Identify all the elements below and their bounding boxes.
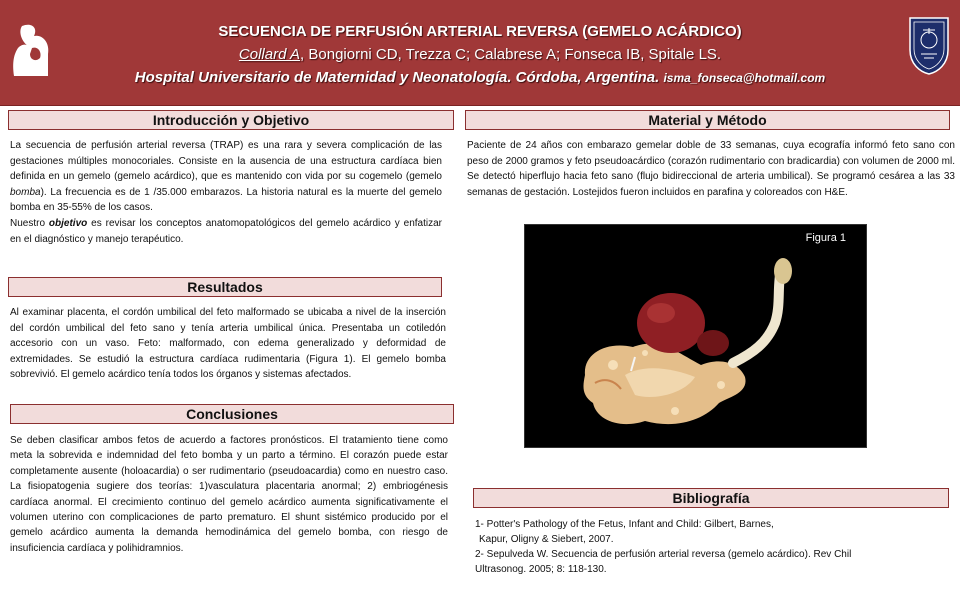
results-text: Al examinar placenta, el cordón umbilical del feto malformado se ubicaba a nivel de la inserción del cordón umbilical del feto sano y tenía arteria umbilical única. Presentaba un cotiledón accesorio con un vaso. Feto: malformado, con edema generalizado y deformidad de extremidades. Se estudió la estructura cardíaca rudimentaria (Figura 1). El gemelo bomba sobrevivió. El gemelo acárdico tenía todos los órganos y sistemas afectados. xyxy=(10,307,446,381)
methods-text: Paciente de 24 años con embarazo gemelar doble de 33 semanas, cuya ecografía informó feto sano con peso de 2000 gramos y feto pseudoacárdico (corazón rudimentario con bradicardia) con volumen de 2000 ml. Se detectó hiperflujo hacia feto sano (flujo bidireccional de arteria umbilical). Se programó cesárea a las 33 semanas de gestación. Lostejidos fueron incluidos en parafina y coloreados con H&E. xyxy=(467,140,955,198)
reference-2-line-1: 2- Sepulveda W. Secuencia de perfusión arterial reversa (gemelo acárdico). Rev Chil xyxy=(475,549,852,560)
institution-line xyxy=(60,69,900,86)
poster-title: SECUENCIA DE PERFUSIÓN ARTERIAL REVERSA (GEMELO ACÁRDICO) xyxy=(218,23,742,40)
intro-p2-b: es revisar los conceptos anatomopatológicos del gemelo acárdico y enfatizar en el diagnóstico y manejo terapéutico. xyxy=(10,217,442,245)
methods-heading: Material y Método xyxy=(465,110,950,130)
university-seal-icon xyxy=(906,14,952,76)
figure-label: Figura 1 xyxy=(805,232,846,244)
authors-line xyxy=(60,46,900,63)
maternity-logo-icon xyxy=(8,18,58,80)
reference-2-line-2: Ultrasonog. 2005; 8: 118-130. xyxy=(475,564,607,575)
bibliography-heading: Bibliografía xyxy=(473,488,949,508)
figure-1-photo xyxy=(524,224,867,448)
specimen-image xyxy=(525,225,867,448)
other-authors: , Bongiorni CD, Trezza C; Calabrese A; Fonseca IB, Spitale LS. xyxy=(300,46,722,63)
bibliography-list xyxy=(475,517,945,577)
intro-p2-a: Nuestro xyxy=(10,217,49,229)
intro-paragraph-1 xyxy=(10,138,442,216)
intro-p1-a: La secuencia de perfusión arterial reversa (TRAP) es una rara y severa complicación de las gestaciones múltiples monocoriales. Consiste en la ausencia de una estructura cardíaca bien definida en un gemelo (gemelo acárdico), que es mantenido con vida por su cogemelo (gemelo xyxy=(10,140,442,183)
conclusions-text: Se deben clasificar ambos fetos de acuerdo a factores pronósticos. El tratamiento tiene como meta la sobrevida e indemnidad del feto bomba y un parto a término. El corazón puede estar completamente ausente (holoacardia) o ser rudimentario (pseudoacardia) como en nuestro caso. La fisiopatogenia sugiere dos teorías: 1)vasculatura placentaria anormal; 2) embriogénesis cardíaca anormal. El crecimiento continuo del gemelo acárdico aumenta significativamente el volumen uterino con complicaciones de parto prematuro. El shunt sistémico producido por el gemelo acárdico aumenta la demanda hemodinámica del gemelo bomba, con riesgo de insuficiencia cardíaca y polihidramnios. xyxy=(10,435,448,554)
intro-text xyxy=(10,138,442,247)
results-heading: Resultados xyxy=(8,277,442,297)
intro-p1-em: bomba xyxy=(10,186,41,198)
contact-email: isma_fonseca@hotmail.com xyxy=(663,71,826,85)
reference-1-line-1: 1- Potter's Pathology of the Fetus, Infant and Child: Gilbert, Barnes, xyxy=(475,519,774,530)
institution: Hospital Universitario de Maternidad y Neonatología. Córdoba, Argentina. xyxy=(134,69,660,86)
intro-paragraph-2 xyxy=(10,216,442,247)
conclusions-heading: Conclusiones xyxy=(10,404,454,424)
header-banner xyxy=(0,0,960,106)
first-author: Collard A xyxy=(238,46,301,63)
reference-1-line-2: Kapur, Oligny & Siebert, 2007. xyxy=(479,534,614,545)
intro-heading: Introducción y Objetivo xyxy=(8,110,454,130)
intro-p1-b: ). La frecuencia es de 1 /35.000 embarazos. La historia natural es la muerte del gemelo bomba en 35-55% de los casos. xyxy=(10,186,442,214)
intro-p2-em: objetivo xyxy=(48,217,88,229)
